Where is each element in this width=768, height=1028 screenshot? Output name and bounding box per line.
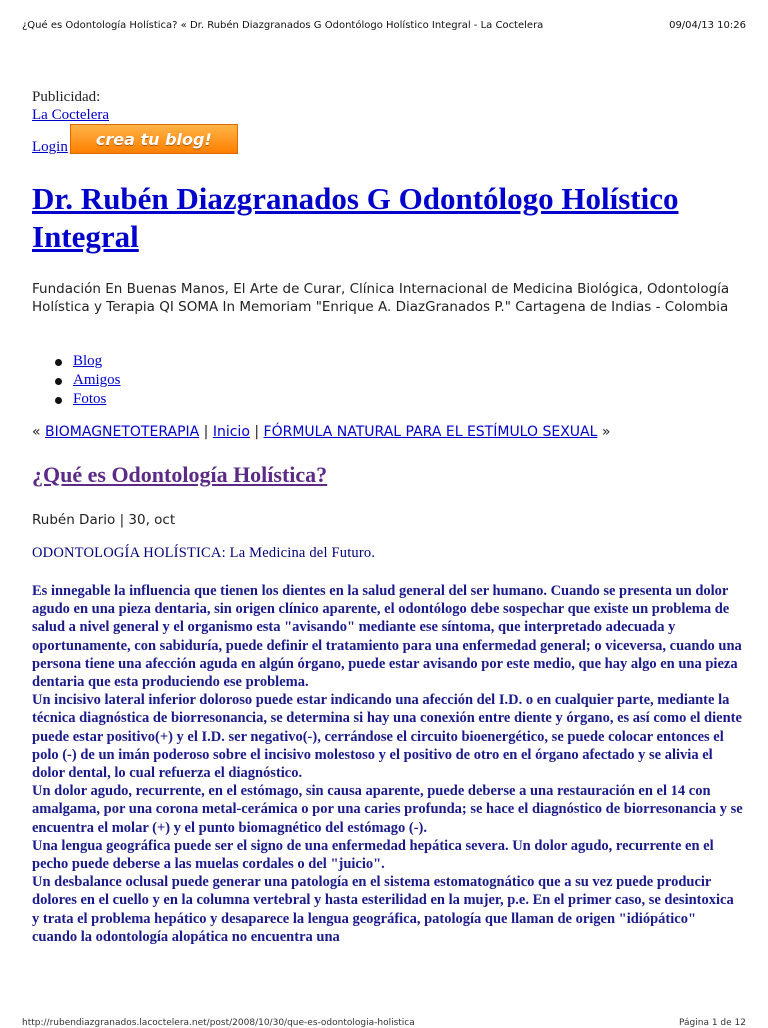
post-body (32, 582, 744, 946)
blog-title-link[interactable]: Dr. Rubén Diazgranados G Odontólogo Holístico Integral (32, 181, 679, 254)
ad-label: Publicidad: (32, 89, 101, 105)
create-blog-button[interactable]: crea tu blog! (70, 124, 238, 154)
login-link[interactable]: Login (32, 139, 68, 155)
nav-item-blog (52, 352, 121, 371)
post-paragraph: Una lengua geográfica puede ser el signo de una enfermedad hepática severa. Un dolor agudo, recurrente en el pecho puede deberse a las muelas cordales o del "juicio". (32, 837, 714, 873)
nav-separator: | (254, 424, 260, 440)
post-navigation (32, 424, 610, 440)
next-post-link[interactable]: FÓRMULA NATURAL PARA EL ESTÍMULO SEXUAL (263, 424, 598, 440)
post-meta: Rubén Dario | 30, oct (32, 512, 176, 528)
top-bar (32, 88, 240, 156)
nav-item-amigos (52, 371, 121, 390)
post-title (32, 462, 327, 488)
blog-title (32, 180, 742, 256)
nav-separator: | (203, 424, 209, 440)
blog-description: Fundación En Buenas Manos, El Arte de Curar, Clínica Internacional de Medicina Biológica, Odontología Holística y Terapia QI SOMA In Memoriam "Enrique A. DiazGranados P." Cartagena de Indias - Colombia (32, 281, 730, 315)
post-title-link[interactable]: ¿Qué es Odontología Holística? (32, 462, 328, 487)
post-paragraph: Un dolor agudo, recurrente, en el estómago, sin causa aparente, puede deberse a una restauración en el 14 con amalgama, por una corona metal-cerámica o por una caries profunda; se hace el diagnóstico de biorresonancia y se encuentra el molar (+) y el punto biomagnético del estómago (-). (32, 783, 743, 836)
post-paragraph: Un desbalance oclusal puede generar una patología en el sistema estomatognático que a su vez puede producir dolores en el cuello y en la columna vertebral y hasta esterilidad en la mujer, p.e. En el primer caso, se desintoxica y trata el problema hepático y desaparece la lengua geográfica, patología que llaman de origen "idiópático" cuando la odontología alopática no encuentra una (32, 874, 734, 945)
nav-link-fotos[interactable]: Fotos (73, 391, 107, 407)
post-paragraph: Es innegable la influencia que tienen los dientes en la salud general del ser humano. Cuando se presenta un dolor agudo en una pieza dentaria, sin origen clínico aparente, el odontólogo debe sospechar que existe un problema de salud a nivel general y el organismo esta "avisando" mediante ese síntoma, que interpretado adecuada y oportunamente, con sabiduría, puede definir el tratamiento para una enfermedad general; o viceversa, cuando una persona tiene una afección aguda en algún órgano, puede estar avisando por este medio, que hay algo en una pieza dentaria que esta produciendo ese problema. (32, 583, 742, 691)
prev-post-link[interactable]: BIOMAGNETOTERAPIA (45, 424, 200, 440)
print-page-title: ¿Qué es Odontología Holística? « Dr. Rubén Diazgranados G Odontólogo Holístico Integral - La Coctelera (22, 20, 544, 31)
print-page-number: Página 1 de 12 (679, 1018, 746, 1028)
next-marker: » (601, 424, 611, 440)
nav-link-amigos[interactable]: Amigos (73, 372, 121, 388)
print-datetime: 09/04/13 10:26 (669, 20, 746, 31)
site-link[interactable]: La Coctelera (32, 107, 110, 123)
print-footer (22, 1018, 746, 1028)
print-url: http://rubendiazgranados.lacoctelera.net/post/2008/10/30/que-es-odontologia-holistica (22, 1018, 415, 1028)
nav-link-blog[interactable]: Blog (73, 353, 103, 369)
blog-nav (52, 352, 121, 409)
print-header (22, 20, 746, 31)
login-row (32, 124, 240, 156)
prev-marker: « (32, 424, 41, 440)
nav-item-fotos (52, 390, 121, 409)
post-section-heading: ODONTOLOGÍA HOLÍSTICA: La Medicina del Futuro. (32, 545, 376, 561)
home-link[interactable]: Inicio (212, 424, 250, 440)
post-paragraph: Un incisivo lateral inferior doloroso puede estar indicando una afección del I.D. o en cualquier parte, mediante la técnica diagnóstica de biorresonancia, se determina si hay una conexión entre diente y órgano, es así como el diente puede estar positivo(+) y el I.D. ser negativo(-), cerrándose el circuito bioenergético, se puede colocar entonces el polo (-) de un imán poderoso sobre el incisivo molestoso y el positivo de otro en el órgano afectado y se alivia el dolor dental, lo cual refuerza el diagnóstico. (32, 692, 742, 782)
